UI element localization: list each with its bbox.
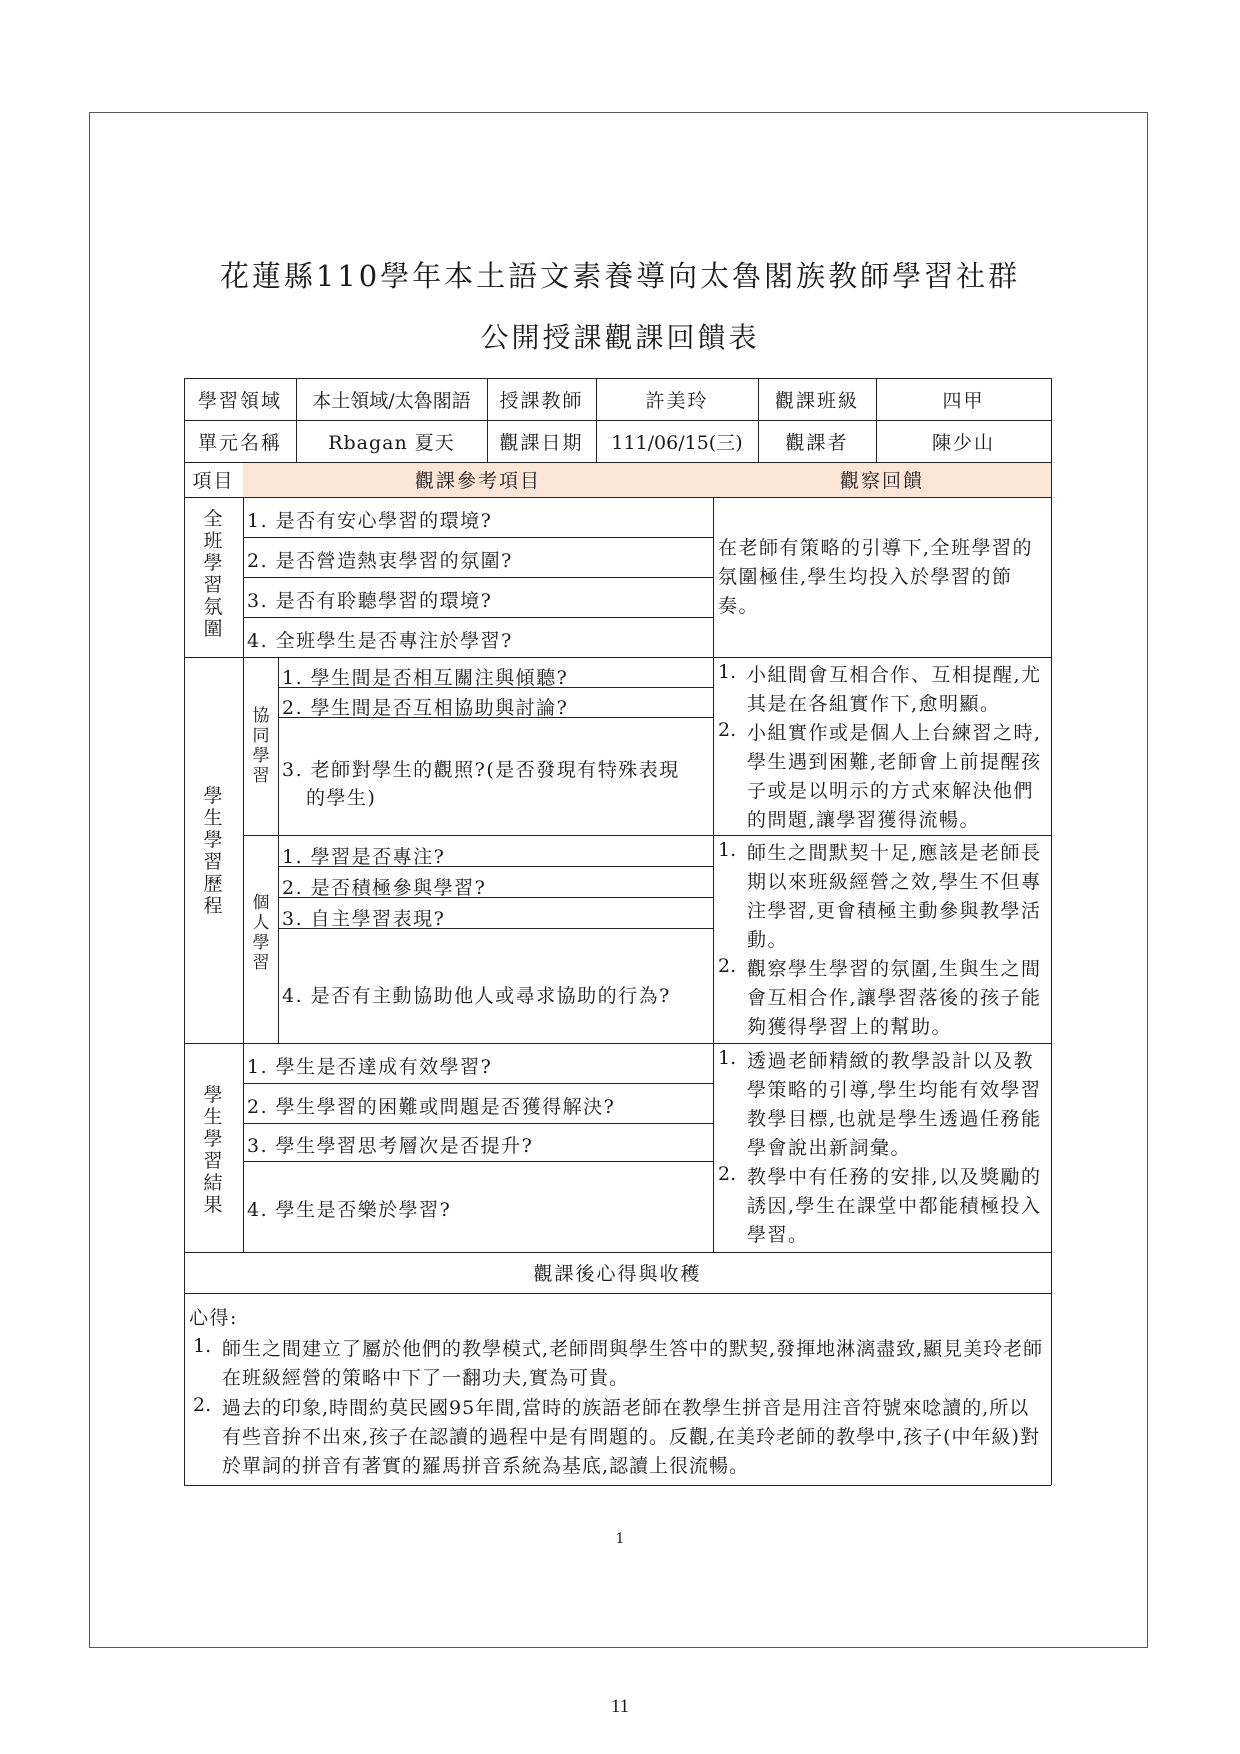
observer-label: 觀課者 [785, 431, 849, 454]
ind-q3: 3. 自主學習表現? [282, 908, 446, 930]
teacher-label: 授課教師 [499, 389, 584, 412]
sheet-number: 11 [610, 1696, 630, 1717]
date-label: 觀課日期 [499, 431, 584, 454]
coop-feedback-2: 小組實作或是個人上台練習之時,學生遇到困難,老師會上前提醒孩子或是以明示的方式來解決他們的問題,讓學習獲得流暢。 [747, 722, 1042, 831]
class-value: 四甲 [942, 389, 985, 412]
date-value: 111/06/15(三) [611, 431, 743, 454]
coop-fb2-number: 2. [718, 719, 737, 741]
section-climate-label: 全班學習氛圍 [203, 508, 223, 640]
header-item: 項目 [192, 470, 235, 492]
result-q4: 4. 學生是否樂於學習? [247, 1199, 452, 1221]
section-result-label: 學生學習結果 [203, 1084, 223, 1216]
observer-value: 陳少山 [931, 431, 995, 454]
ind-q4: 4. 是否有主動協助他人或尋求協助的行為? [282, 985, 671, 1007]
climate-q4: 4. 全班學生是否專注於學習? [247, 630, 513, 652]
climate-q2: 2. 是否營造熱衷學習的氛圍? [247, 550, 513, 572]
ind-q1: 1. 學習是否專注? [282, 846, 446, 868]
result-q1: 1. 學生是否達成有效學習? [247, 1056, 493, 1078]
coop-feedback-1: 小組間會互相合作、互相提醒,尤其是在各組實作下,愈明顯。 [747, 664, 1042, 715]
ind-feedback-1: 師生之間默契十足,應該是老師長期以來班級經營之效,學生不但專注學習,更會積極主動參與教學活動。 [747, 842, 1042, 951]
coop-q1: 1. 學生間是否相互關注與傾聽? [282, 667, 569, 689]
coop-q3a: 3. 老師對學生的觀照?(是否發現有特殊表現 [282, 759, 680, 781]
ind-fb1-number: 1. [718, 839, 737, 861]
ind-feedback-2: 觀察學生學習的氛圍,生與生之間會互相合作,讓學習落後的孩子能夠獲得學習上的幫助。 [747, 958, 1042, 1038]
individual-label: 個人學習 [252, 893, 270, 973]
ind-q2: 2. 是否積極參與學習? [282, 877, 487, 899]
reflection-p2-number: 2. [193, 1394, 212, 1416]
class-label: 觀課班級 [774, 389, 859, 412]
result-fb1-number: 1. [718, 1047, 737, 1069]
result-feedback-2: 教學中有任務的安排,以及獎勵的誘因,學生在課堂中都能積極投入學習。 [747, 1166, 1042, 1246]
reflection-p1-number: 1. [193, 1335, 212, 1357]
climate-q3: 3. 是否有聆聽學習的環境? [247, 590, 493, 612]
result-fb2-number: 2. [718, 1163, 737, 1185]
teacher-value: 許美玲 [645, 389, 709, 412]
unit-label: 單元名稱 [197, 431, 282, 454]
section-process-label: 學生學習歷程 [203, 785, 223, 917]
ind-fb2-number: 2. [718, 955, 737, 977]
unit-value: Rbagan 夏天 [328, 431, 455, 454]
page-number: 1 [615, 1531, 625, 1547]
coop-fb1-number: 1. [718, 661, 737, 683]
coop-q2: 2. 學生間是否互相協助與討論? [282, 697, 569, 719]
result-feedback-1: 透過老師精緻的教學設計以及教學策略的引導,學生均能有效學習教學目標,也就是學生透過任務能學會說出新詞彙。 [747, 1050, 1042, 1159]
reflection-label: 心得: [189, 1307, 238, 1329]
coop-label: 協同學習 [252, 706, 270, 786]
result-q3: 3. 學生學習思考層次是否提升? [247, 1135, 534, 1157]
reflection-paragraph-1: 師生之間建立了屬於他們的教學模式,老師問與學生答中的默契,發揮地淋漓盡致,顯見美玲老師在班級經營的策略中下了一翻功夫,實為可貴。 [222, 1338, 1044, 1389]
climate-feedback: 在老師有策略的引導下,全班學習的氛圍極佳,學生均投入於學習的節奏。 [718, 537, 1034, 617]
coop-q3b: 的學生) [306, 787, 377, 809]
reflection-heading: 觀課後心得與收穫 [533, 1263, 702, 1285]
domain-label: 學習領域 [197, 389, 282, 412]
page-title: 花蓮縣110學年本土語文素養導向太魯閣族教師學習社群 [219, 259, 1021, 293]
header-feedback: 觀察回饋 [839, 470, 924, 492]
climate-q1: 1. 是否有安心學習的環境? [247, 510, 493, 532]
result-q2: 2. 學生學習的困難或問題是否獲得解決? [247, 1096, 616, 1118]
header-reference: 觀課參考項目 [414, 470, 541, 492]
reflection-paragraph-2: 過去的印象,時間約莫民國95年間,當時的族語老師在教學生拼音是用注音符號來唸讀的,所以有些音拚不出來,孩子在認讀的過程中是有問題的。反觀,在美玲老師的教學中,孩子(中年級)對於單詞的拼音有著實的羅馬拼音系統為基底,認讀上很流暢。 [222, 1397, 1040, 1477]
page-subtitle: 公開授課觀課回饋表 [480, 321, 760, 354]
domain-value: 本土領域/太魯閣語 [312, 389, 471, 412]
